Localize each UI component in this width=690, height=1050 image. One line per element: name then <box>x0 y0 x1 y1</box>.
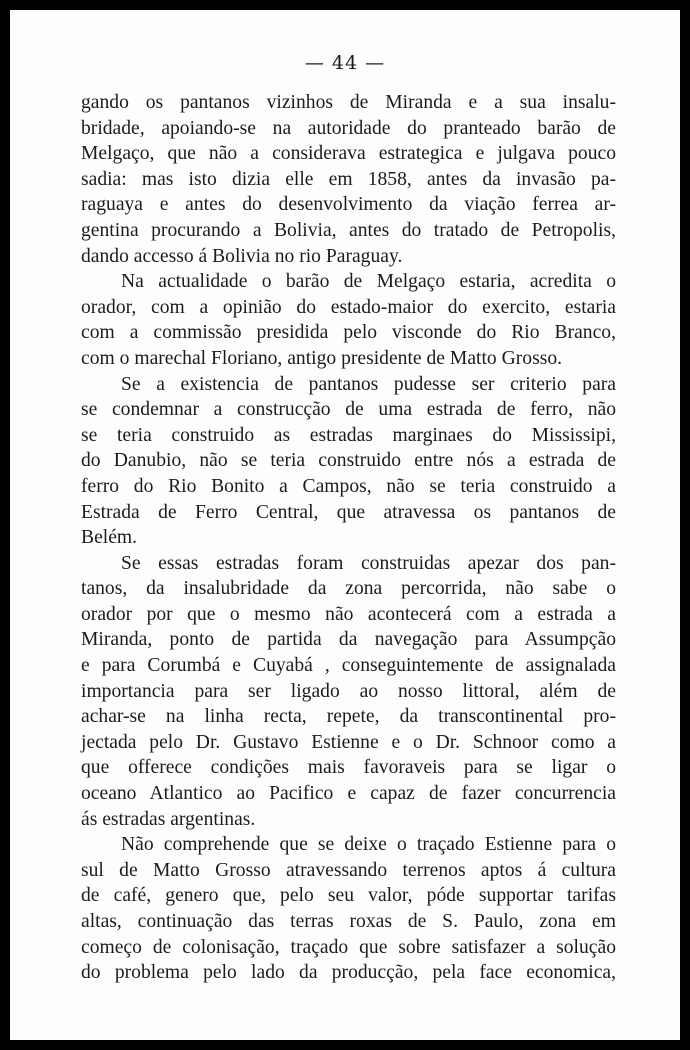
text-line: se condemnar a construcção de uma estrada de ferro, não <box>81 399 616 421</box>
paragraph <box>81 269 616 371</box>
body-text <box>81 90 616 986</box>
text-line: Não comprehende que se deixe o traçado Estienne para o <box>121 834 616 856</box>
text-line: ás estradas argentinas. <box>81 808 256 830</box>
text-line: altas, continuação das terras roxas de S. Paulo, zona em <box>81 911 616 932</box>
page-number: — 44 — <box>304 52 386 74</box>
text-line: Melgaço, que não a considerava estrategica e julgava pouco <box>81 143 616 165</box>
paragraph <box>81 90 616 269</box>
text-line: achar-se na linha recta, repete, da transcontinental pro- <box>81 706 616 728</box>
text-line: ferro do Rio Bonito a Campos, não se teria construido a <box>81 475 616 497</box>
text-line: Se a existencia de pantanos pudesse ser criterio para <box>121 373 616 395</box>
paragraph <box>81 832 616 986</box>
text-line: que offerece condições mais favoraveis para se ligar o <box>81 757 616 779</box>
text-line: começo de colonisação, traçado que sobre satisfazer a solução <box>81 936 616 958</box>
text-line: com a commissão presidida pelo visconde do Rio Branco, <box>81 322 616 344</box>
text-line: Belém. <box>81 527 138 549</box>
text-line: Na actualidade o barão de Melgaço estaria, acredita o <box>121 271 616 293</box>
text-line: orador, com a opinião do estado-maior do exercito, estaria <box>81 296 616 318</box>
text-line: sul de Matto Grosso atravessando terrenos aptos á cultura <box>81 859 616 881</box>
text-line: Se essas estradas foram construidas apezar dos pan- <box>121 552 616 574</box>
paragraph <box>81 551 616 833</box>
text-line: tanos, da insalubridade da zona percorrida, não sabe o <box>81 578 616 600</box>
text-line: se teria construido as estradas marginaes do Mississipi, <box>81 424 616 446</box>
text-line: sadia: mas isto dizia elle em 1858, antes da invasão pa- <box>81 168 616 190</box>
text-line: gando os pantanos vizinhos de Miranda e a sua insalu- <box>81 92 616 113</box>
text-line: jectada pelo Dr. Gustavo Estienne e o Dr. Schnoor como a <box>81 731 616 753</box>
text-line: do problema pelo lado da producção, pela face economica, <box>81 962 616 984</box>
paragraph <box>81 372 616 551</box>
text-line: dando accesso á Bolivia no rio Paraguay. <box>81 245 403 267</box>
text-line: e para Corumbá e Cuyabá , conseguintemente de assignalada <box>81 655 616 677</box>
text-line: oceano Atlantico ao Pacifico e capaz de fazer concurrencia <box>81 783 616 805</box>
text-line: raguaya e antes do desenvolvimento da viação ferrea ar- <box>81 194 616 216</box>
document-page <box>10 10 680 1040</box>
text-line: orador por que o mesmo não acontecerá com a estrada a <box>81 603 616 625</box>
text-line: com o marechal Floriano, antigo presidente de Matto Grosso. <box>81 347 563 369</box>
text-line: do Danubio, não se teria construido entre nós a estrada de <box>81 450 616 472</box>
text-line: gentina procurando a Bolivia, antes do tratado de Petropolis, <box>81 219 616 241</box>
text-line: bridade, apoiando-se na autoridade do pranteado barão de <box>81 117 616 139</box>
text-line: importancia para ser ligado ao nosso littoral, além de <box>81 680 616 702</box>
text-line: Miranda, ponto de partida da navegação para Assumpção <box>81 629 616 651</box>
text-line: Estrada de Ferro Central, que atravessa os pantanos de <box>81 501 616 523</box>
text-line: de café, genero que, pelo seu valor, póde supportar tarifas <box>81 885 616 907</box>
